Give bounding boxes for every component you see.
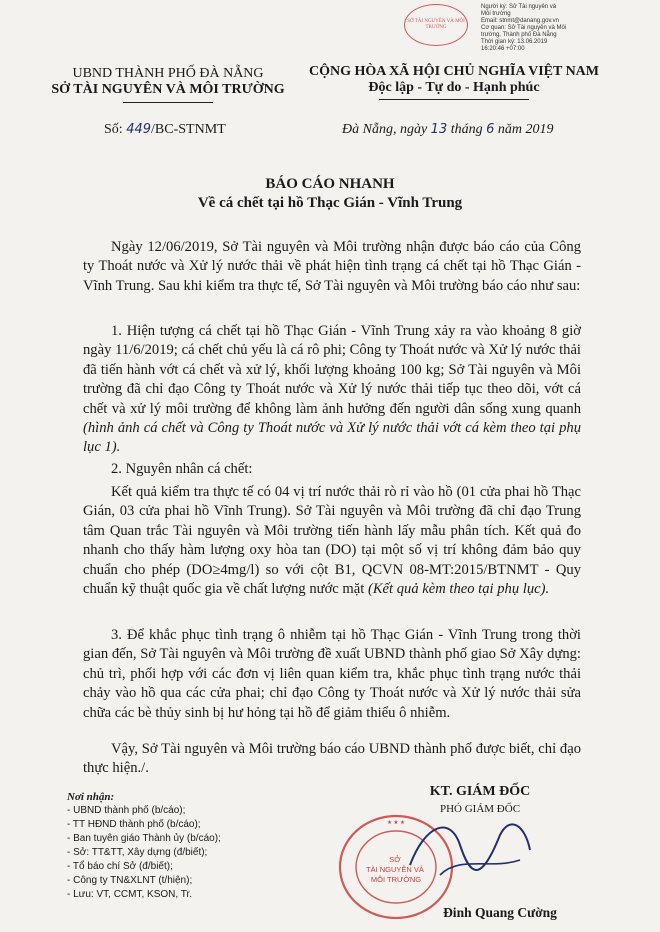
sig-meta-line: trường, Thành phố Đà Nẵng bbox=[481, 32, 557, 38]
national-title: CỘNG HÒA XÃ HỘI CHỦ NGHĨA VIỆT NAM bbox=[308, 64, 599, 79]
digital-signature-stamp bbox=[404, 4, 468, 46]
paragraph-1 bbox=[83, 322, 581, 458]
p3-text: 3. Để khắc phục tình trạng ô nhiễm tại hồ Thạc Gián - Vĩnh Trung trong thời gian đến, Sở Tài nguyên và Môi trường đề xuất UBND thành phố giao Sở Xây dựng: chủ trì, phối hợp với các đơn vị liên quan kiểm tra, khắc phục tình trạng nước thải chảy vào hồ qua các cửa phai; chỉ đạo Công ty Thoát nước và Xử lý nước thải sửa chữa các bè thủy sinh bị hư hỏng tại hồ để giảm thiểu ô nhiễm. bbox=[83, 627, 581, 721]
p2-text: Kết quả kiểm tra thực tế có 04 vị trí nước thải rò rỉ vào hồ (01 cửa phai hồ Thạc Gián, 03 cửa phai hồ Vĩnh Trung). Sở Tài nguyên và Môi trường đã chỉ đạo Trung tâm Quan trắc Tài nguyên và Môi trường tiến hành lấy mẫu phân tích. Kết quả đo nhanh cho thấy hàm lượng oxy hòa tan (DO) tại một số vị trí không đảm bảo quy chuẩn cho phép (DO≥4mg/l) so với cột B1, QCVN 08-MT:2015/BTNMT - Quy chuẩn kỹ thuật quốc gia về chất lượng nước mặt bbox=[83, 484, 581, 598]
seal-center-line: TÀI NGUYÊN VÀ bbox=[365, 865, 424, 874]
signature-title: KT. GIÁM ĐỐC bbox=[429, 784, 531, 799]
signer-name: Đinh Quang Cường bbox=[443, 905, 557, 920]
motto-underline bbox=[379, 99, 529, 100]
paragraph-closing bbox=[83, 740, 581, 779]
ref-number-handwritten: 449 bbox=[126, 122, 152, 137]
recipient-item: - Lưu: VT, CCMT, KSON, Tr. bbox=[67, 889, 193, 900]
document-date bbox=[342, 122, 554, 138]
p1-italic-note: (hình ảnh cá chết và Công ty Thoát nước và Xử lý nước thải vớt cá kèm theo tại phụ lục 1). bbox=[83, 420, 581, 456]
handwritten-signature bbox=[380, 795, 560, 905]
date-day-handwritten: 13 bbox=[430, 122, 448, 137]
date-part: Đà Nẵng, ngày bbox=[342, 122, 431, 137]
seal-ring-text: ★ ★ ★ bbox=[387, 820, 405, 826]
report-subtitle: Về cá chết tại hồ Thạc Gián - Vĩnh Trung bbox=[197, 195, 463, 211]
p2-heading-text: 2. Nguyên nhân cá chết: bbox=[111, 461, 253, 477]
recipients-heading: Nơi nhận: bbox=[67, 791, 115, 803]
sig-meta-line: Người ký: Sở Tài nguyên và bbox=[481, 4, 557, 10]
signature-subtitle: PHÓ GIÁM ĐỐC bbox=[439, 803, 521, 815]
ref-prefix: Số: bbox=[104, 122, 127, 137]
agency-name: SỞ TÀI NGUYÊN VÀ MÔI TRƯỜNG bbox=[51, 82, 285, 97]
document-number bbox=[104, 122, 226, 138]
recipients-list bbox=[67, 790, 327, 902]
ref-suffix: /BC-STNMT bbox=[151, 122, 226, 137]
date-part: năm 2019 bbox=[494, 122, 554, 137]
closing-text: Vậy, Sở Tài nguyên và Môi trường báo cáo UBND thành phố được biết, chỉ đạo thực hiện./. bbox=[83, 741, 581, 777]
agency-header bbox=[48, 66, 288, 103]
paragraph-2 bbox=[83, 483, 581, 599]
sig-meta-line: Email: stnmt@danang.gov.vn bbox=[481, 18, 560, 24]
recipient-item: - Ban tuyên giáo Thành ủy (b/cáo); bbox=[67, 833, 221, 844]
report-title: BÁO CÁO NHANH bbox=[265, 176, 395, 192]
recipient-item: - Công ty TN&XLNT (t/hiện); bbox=[67, 875, 193, 886]
national-header bbox=[294, 64, 614, 100]
sig-meta-line: Cơ quan: Sở Tài nguyên và Môi bbox=[481, 25, 567, 31]
p1-text: 1. Hiện tượng cá chết tại hồ Thạc Gián - Vĩnh Trung xảy ra vào khoảng 8 giờ ngày 11/6/2019; cá chết chủ yếu là cá rô phi; Công ty Thoát nước và Xử lý nước thải đã tiến hành vớt cá chết và xử lý, khối lượng khoảng 100 kg; Sở Tài nguyên và Môi trường đã chỉ đạo Công ty Thoát nước và Xử lý nước thải tiếp tục theo dõi, vớt cá chết và xử lý môi trường để không làm ảnh hưởng đến người dân sống xung quanh bbox=[83, 323, 581, 417]
recipient-item: - TT HĐND thành phố (b/cáo); bbox=[67, 819, 201, 830]
sig-meta-line: 16:20:46 +07:00 bbox=[481, 46, 525, 52]
paragraph-2-heading bbox=[83, 460, 581, 479]
date-part: tháng bbox=[447, 122, 487, 137]
paragraph-3 bbox=[83, 626, 581, 723]
seal-center-line: SỞ bbox=[389, 855, 401, 864]
recipient-item: - Sở: TT&TT, Xây dựng (đ/biết); bbox=[67, 847, 208, 858]
national-motto: Độc lập - Tự do - Hạnh phúc bbox=[368, 80, 540, 95]
intro-text: Ngày 12/06/2019, Sở Tài nguyên và Môi trường nhận được báo cáo của Công ty Thoát nước và Xử lý nước thải về phát hiện tình trạng cá chết tại hồ Thạc Gián - Vĩnh Trung. Sau khi kiểm tra thực tế, Sở Tài nguyên và Môi trường báo cáo như sau: bbox=[83, 239, 581, 294]
agency-underline bbox=[123, 102, 213, 103]
date-month-handwritten: 6 bbox=[486, 122, 495, 137]
digital-stamp-text: SỞ TÀI NGUYÊN VÀ MÔI TRƯỜNG bbox=[407, 19, 465, 30]
recipient-item: - UBND thành phố (b/cáo); bbox=[67, 805, 186, 816]
seal-center-line: MÔI TRƯỜNG bbox=[370, 875, 422, 884]
sig-meta-line: Môi trường bbox=[481, 11, 511, 17]
paragraph-intro bbox=[83, 238, 581, 296]
agency-parent: UBND THÀNH PHỐ ĐÀ NẴNG bbox=[72, 66, 264, 81]
digital-signature-meta bbox=[481, 4, 651, 53]
recipient-item: - Tổ báo chí Sở (đ/biết); bbox=[67, 861, 173, 872]
p2-italic-note: (Kết quả kèm theo tại phụ lục). bbox=[367, 581, 550, 598]
sig-meta-line: Thời gian ký: 13.06.2019 bbox=[481, 39, 548, 45]
